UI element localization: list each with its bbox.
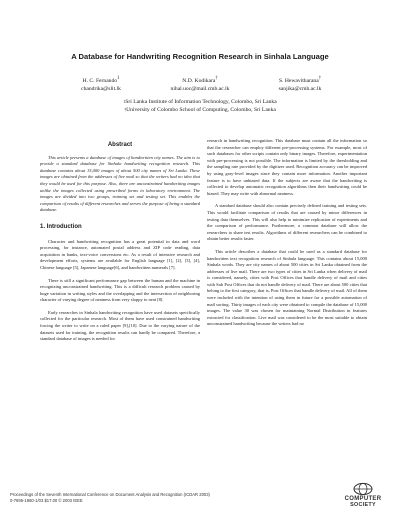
page-footer <box>10 492 210 504</box>
footer-copyright: 0-7695-1960-1/03 $17.00 © 2003 IEEE <box>10 498 83 503</box>
affiliation <box>60 98 340 106</box>
affiliation <box>60 106 340 114</box>
logo-text: COMPUTER <box>344 496 382 502</box>
author-sup: 1 <box>117 76 120 81</box>
introduction-heading: 1. Introduction <box>40 223 82 230</box>
author-email[interactable]: sanjika@cmb.ac.lk <box>278 85 322 92</box>
author-sup: † <box>318 76 322 81</box>
abstract-text: This article presents a database of images of handwritten city names. The aim is to provide a standard database for Sinhala handwriting recognition research. This database contains about 15,000 images of about 500 city names of Sri Lanka. These images are obtained from the addresses of live mail so that the writers had no idea that they would be used for this purpose. Also, there are unconstrained handwriting images unlike the images collected using prescribed forms in laboratory environment. The images are divided into two groups, training set and testing set. This enables the comparison of results of different researches and serves the purpose of being a standard database. <box>40 154 200 213</box>
paragraph: There is still a significant performance gap between the human and the machine in recognizing unconstrained handwriting. This is a difficult research problem caused by huge variation in writing styles and the overlapping and the intersection of neighboring character of varying degree of neatness from very sloppy to neat [8]. <box>40 277 200 303</box>
affiliations <box>60 98 340 114</box>
affiliation-text: University of Colombo School of Computing, Colombo, Sri Lanka <box>126 107 276 113</box>
paragraph: Early researches in Sinhala handwriting recognition have used datasets specifically collected for the particular research. Most of them have used constrained handwriting forcing the writer to write on a ruled paper [9],[10]. Due to the varying nature of the datasets used for training, the recognition results can hardly be compared. Therefore, a standard database of images is needed for <box>40 309 200 342</box>
author-block <box>245 75 355 93</box>
author-sup: † <box>215 76 218 81</box>
author-email[interactable]: chandrika@slit.lk <box>81 85 121 92</box>
paragraph: A standard database should also contain precisely defined training and testing sets. This would facilitate comparison of results that are caused by minor differences in testing data themselves. This will also help to minimize replication of experiments and the comparison of performance. Furthermore, a common database will allow the researchers to share test results. Algorithms of different researchers can be combined to obtain better results faster. <box>207 203 367 242</box>
affiliation-sup: 1 <box>123 99 126 104</box>
author-name: S. Hewavitharana <box>278 77 319 84</box>
affiliation-sup: † <box>124 107 127 112</box>
author-name: H. C. Fernando <box>82 77 118 84</box>
paragraph: Character and handwriting recognition has a great potential in data and word processing, for instance, automated postal address and ZIP code reading, data acquisition in banks, text-voice conversions etc. As a result of intensive research and development efforts, systems are available for English language [1], [2], [3], [4], Chinese language [5], Japanese language[6], and handwritten numerals [7]. <box>40 238 200 270</box>
right-column <box>207 138 367 334</box>
affiliation-text: Sri Lanka Institute of Information Technology, Colombo, Sri Lanka <box>125 99 277 105</box>
paragraph: This article describes a database that could be used as a standard database for handwritten text recognition research of Sinhala language. This contains about 15,000 Sinhala words. They are city names of about 500 cities in Sri Lanka obtained from the addresses of live mail. There are two types of cities in Sri Lanka when delivery of mail is considered, namely, cities with Post Offices that handle delivery of mail and cities with Sub Post Offices that do not handle delivery of mail. There are about 500 cities that belong to the first category, that is, Post Offices that handle delivery of mail. All of them were included with the intention of using them in future for a possible automation of mail sorting. Thirty images of each city were obtained to compile the database of 15,000 images. The value 30 was chosen for maintaining Normal Distribution in features extracted for classification. Live mail was considered to be the most suitable to obtain unconstrained handwriting because the writers had no <box>207 248 367 327</box>
ieee-logo-icon <box>352 482 374 496</box>
author-block <box>145 75 255 93</box>
paragraph: research in handwriting recognition. This database must contain all the information so that the researcher can employ different pre-processing systems. For example, most of such databases for other scripts contain only binary images. Therefore, experimentation with pre-processing is not possible. The information is limited by the thresholding and the sampling rate provided by the digitizer used. Recognition accuracy can be improved by using gray-level images since they contain more information. Another important feature is to have unbiased data. If the subjects are aware that the handwriting is collected to develop automatic recognition algorithms then their handwriting could be biased. They may write with abnormal neatness. <box>207 138 367 196</box>
footer-proceedings: Proceedings of the Seventh International Conference on Document Analysis and Recognition (ICDAR 2003) <box>10 492 210 497</box>
logo-text: SOCIETY <box>350 502 376 508</box>
paper-title: A Database for Handwriting Recognition Research in Sinhala Language <box>71 52 329 61</box>
author-email[interactable]: nihal.uoc@mail.cmb.ac.lk <box>170 85 230 92</box>
left-column <box>40 138 200 349</box>
author-block <box>46 75 156 93</box>
abstract-heading: Abstract <box>107 142 133 148</box>
author-name: N.D. Kodikara <box>182 77 216 84</box>
ieee-computer-society-logo <box>334 482 392 508</box>
